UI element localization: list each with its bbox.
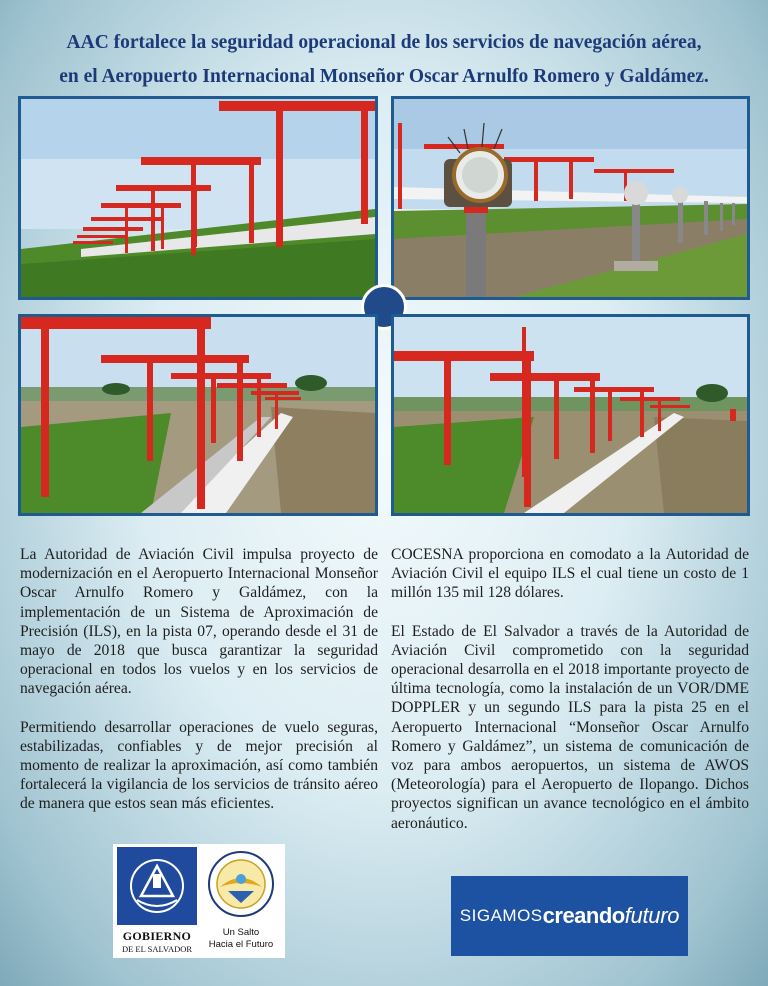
gobierno-text: GOBIERNO xyxy=(122,929,192,943)
aac-slogan xyxy=(209,927,273,951)
right-paragraph-1: COCESNA proporciona en comodato a la Autoridad de Aviación Civil el equipo ILS el cual tiene un costo de 1 millón 135 mil 128 dólares. xyxy=(391,546,749,602)
aac-logo xyxy=(201,847,281,955)
aac-slogan-line-2: Hacia el Futuro xyxy=(208,939,274,950)
photo-approach-lamp-closeup xyxy=(391,96,750,300)
campaign-word-2: creando xyxy=(542,903,625,928)
title-line-1: AAC fortalece la seguridad operacional de los servicios de navegación aérea, xyxy=(66,32,702,53)
aac-seal-icon xyxy=(202,847,280,921)
left-column xyxy=(20,545,378,833)
campaign-word-3: futuro xyxy=(624,903,680,928)
campaign-word-1: SIGAMOS xyxy=(459,906,543,925)
left-paragraph-2: Permitiendo desarrollar operaciones de vuelo seguras, estabilizadas, confiables y de mejor precisión al momento de realizar la aproximación, así como también fortalecerá la vigilancia de los servicios de tránsito aéreo de manera que estos sean más eficientes. xyxy=(20,718,378,813)
page-title xyxy=(0,26,768,94)
gobierno-logo xyxy=(116,847,198,955)
gobierno-subtext: DE EL SALVADOR xyxy=(121,944,193,954)
photo-approach-lights-2 xyxy=(18,314,378,516)
institutional-logos xyxy=(113,844,285,958)
right-column xyxy=(391,545,749,852)
coat-of-arms-icon xyxy=(117,847,197,925)
photo-approach-lights-3 xyxy=(391,314,750,516)
photo-approach-lights-1 xyxy=(18,96,378,300)
campaign-logo xyxy=(451,876,688,956)
title-line-2: en el Aeropuerto Internacional Monseñor Oscar Arnulfo Romero y Galdámez. xyxy=(59,66,709,87)
left-paragraph-1: La Autoridad de Aviación Civil impulsa proyecto de modernización en el Aeropuerto Internacional Monseñor Oscar Arnulfo Romero y Galdámez, con la implementación de un Sistema de Aproximación de Precisión (ILS), en la pista 07, operando desde el 31 de mayo de 2018 que busca garantizar la seguridad operacional en todos los vuelos y en los servicios de navegación aérea. xyxy=(20,546,378,698)
right-paragraph-2: El Estado de El Salvador a través de la Autoridad de Aviación Civil comprometido con la seguridad operacional desarrolla en el 2018 importante proyecto de última tecnología, como la instalación de un VOR/DME DOPPLER y un segundo ILS para la pista 25 en el Aeropuerto Internacional “Monseñor Oscar Arnulfo Romero y Galdámez”, un sistema de comunicación de voz para ambos aeropuertos, un sistema de AWOS (Meteorología) para el Aeropuerto de Ilopango. Dichos proyectos significan un avance tecnológico en el ámbito aeronáutico. xyxy=(391,622,749,832)
aac-slogan-line-1: Un Salto xyxy=(222,927,260,938)
